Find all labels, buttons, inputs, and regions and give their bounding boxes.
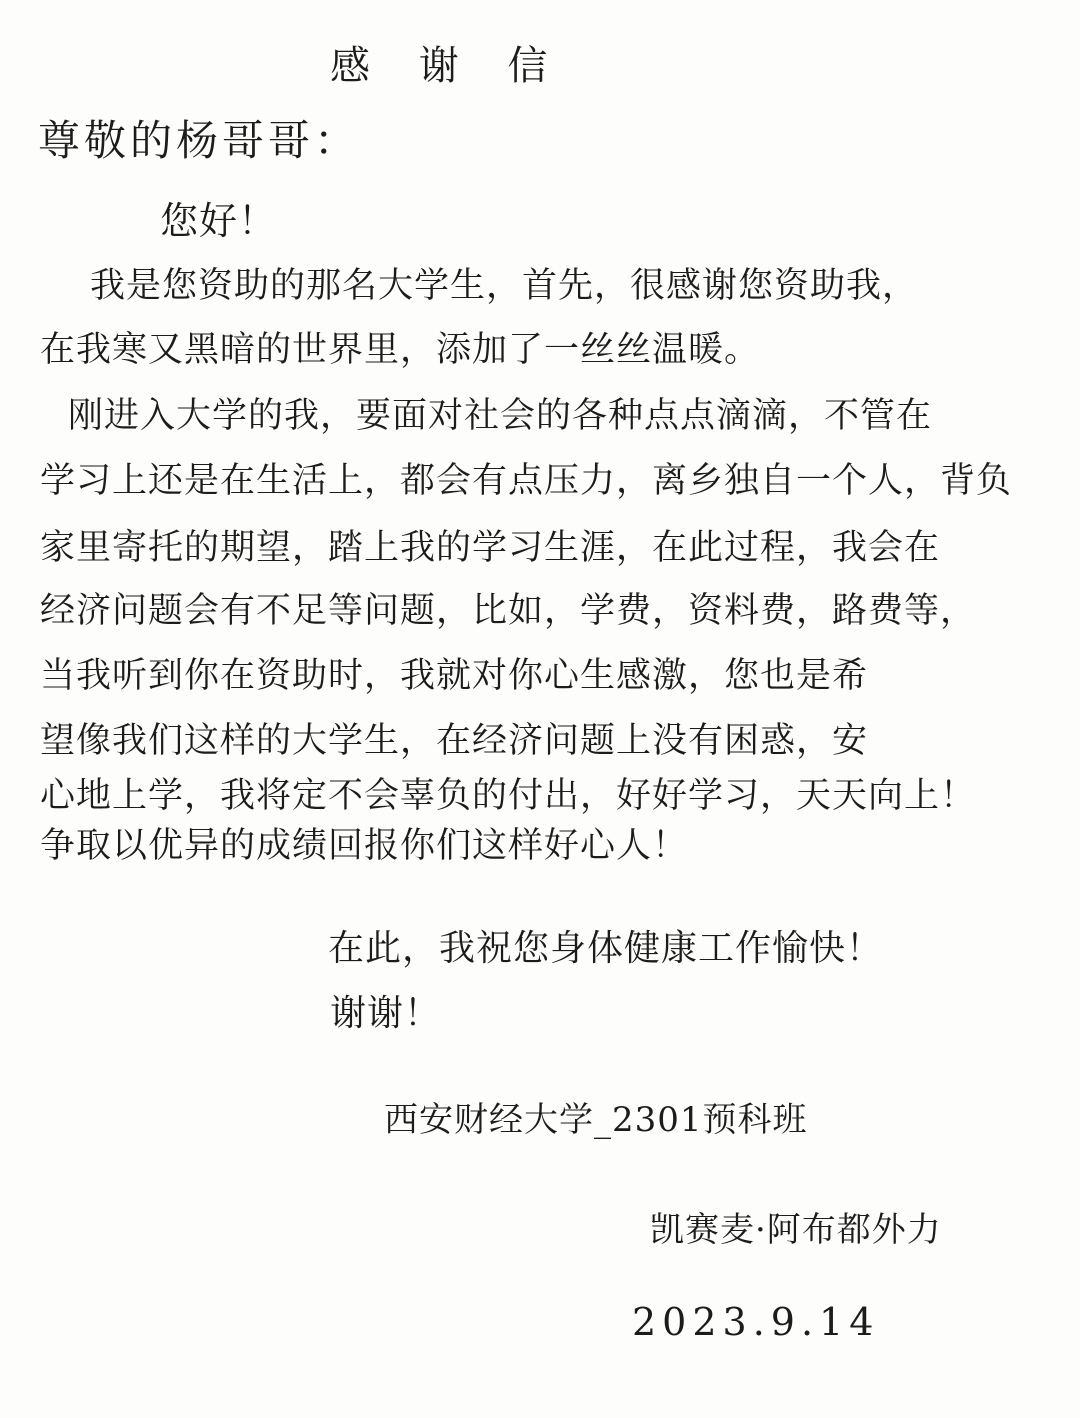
- letter-title: 感 谢 信: [330, 43, 566, 89]
- body-line: 经济问题会有不足等问题，比如，学费，资料费，路费等，: [40, 591, 977, 631]
- body-line: 望像我们这样的大学生，在经济问题上没有困惑，安: [40, 721, 869, 761]
- body-line: 在我寒又黑暗的世界里，添加了一丝丝温暖。: [40, 330, 761, 370]
- body-line: 当我听到你在资助时，我就对你心生感激，您也是希: [40, 656, 869, 696]
- body-line: 我是您资助的那名大学生，首先，很感谢您资助我，: [90, 266, 919, 306]
- signature-school-class: 西安财经大学_2301预科班: [384, 1100, 808, 1140]
- body-line: 心地上学，我将定不会辜负的付出，好好学习，天天向上！: [40, 776, 977, 816]
- closing-thanks: 谢谢！: [330, 993, 442, 1034]
- body-line: 学习上还是在生活上，都会有点压力，离乡独自一个人，背负: [40, 461, 1013, 501]
- signature-date: 2023.9.14: [632, 1300, 880, 1344]
- greeting: 您好！: [160, 199, 278, 243]
- salutation: 尊敬的杨哥哥：: [38, 116, 361, 165]
- body-line: 刚进入大学的我，要面对社会的各种点点滴滴，不管在: [68, 396, 933, 436]
- body-line: 争取以优异的成绩回报你们这样好心人！: [40, 826, 689, 866]
- signature-name: 凯赛麦·阿布都外力: [650, 1210, 942, 1250]
- closing-wish: 在此，我祝您身体健康工作愉快！: [328, 928, 884, 969]
- body-line: 家里寄托的期望，踏上我的学习生涯，在此过程，我会在: [40, 528, 941, 568]
